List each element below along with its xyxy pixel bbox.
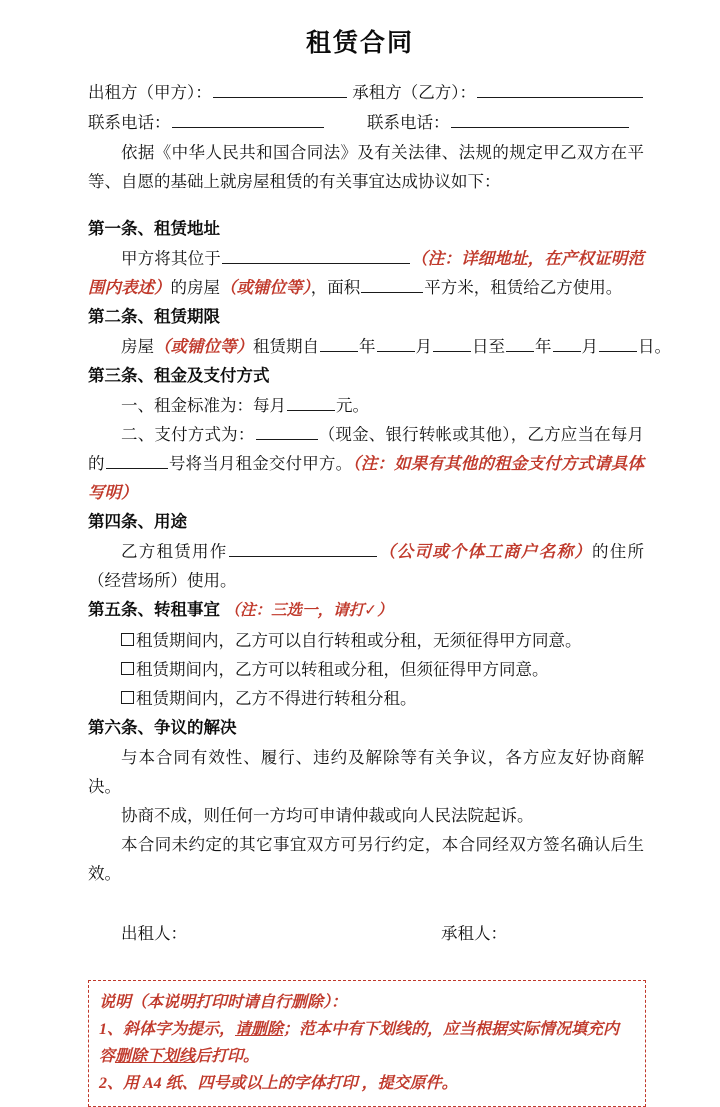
- clause-6-paragraph-2: 协商不成，则任何一方均可申请仲裁或向人民法院起诉。: [121, 806, 534, 825]
- note-item1-part-a: 1、斜体字为提示，: [99, 1021, 236, 1038]
- clause-3-heading: 第三条、租金及支付方式: [88, 367, 270, 385]
- lessor-signature-field[interactable]: [88, 919, 441, 949]
- clause-2-heading: 第二条、租赁期限: [88, 308, 220, 326]
- clause-6-paragraph-3: 本合同未约定的其它事宜双方可另行约定，本合同经双方签名确认后生效。: [88, 835, 644, 883]
- clause-2-end-month-blank[interactable]: [553, 336, 581, 352]
- clause-1-hint-address: （注：详细地址，在产权证明范围内表述）: [88, 249, 645, 297]
- clause-4-text-2: 的住所（经营场所）使用。: [88, 542, 645, 590]
- party-row-phones: [88, 108, 644, 138]
- lessee-phone-label: 联系电话：: [367, 113, 450, 132]
- clause-3-rent-amount-blank[interactable]: [287, 395, 335, 411]
- lessor-phone-blank[interactable]: [172, 112, 324, 128]
- note-item1-part-b: ；范本中有下划线的，应当根据实际情况填充内容: [99, 1021, 620, 1065]
- lessor-phone-field[interactable]: [88, 108, 367, 138]
- clause-4-hint-company: （公司或个体工商户名称）: [377, 542, 592, 561]
- note-item1-underline-2: 删除下划线: [115, 1048, 196, 1065]
- sublease-option-1[interactable]: [88, 626, 644, 655]
- clause-2-text-5: 日至: [472, 337, 505, 356]
- clause-3-item-1: [88, 391, 644, 420]
- sublease-option-2-label: 租赁期间内，乙方可以转租或分租，但须征得甲方同意。: [136, 660, 549, 679]
- lessee-phone-field[interactable]: [367, 108, 644, 138]
- sublease-option-1-label: 租赁期间内，乙方可以自行转租或分租，无须征得甲方同意。: [136, 631, 582, 650]
- clause-3-item2-mid: （现金、银行转帐或其他），乙方应当在每月的: [88, 425, 644, 473]
- clause-3-item-2: [88, 420, 644, 507]
- document-body: [88, 78, 671, 1107]
- clause-3-item2-post: 号将当月租金交付甲方。: [168, 454, 353, 473]
- checkbox-icon[interactable]: [121, 662, 134, 675]
- clause-6-heading: 第六条、争议的解决: [88, 719, 237, 737]
- clause-2-start-year-blank[interactable]: [320, 336, 358, 352]
- clause-1-body: [88, 244, 644, 302]
- clause-2-end-year-blank[interactable]: [506, 336, 534, 352]
- clause-5-hint-choose-one: （注：三选一，请打✓）: [224, 602, 393, 619]
- clause-3-item1-post: 元。: [336, 396, 369, 415]
- sublease-option-3[interactable]: [88, 684, 644, 713]
- clause-4-text-1: 乙方租赁用作: [121, 542, 228, 561]
- note-box-item-2: 2、用 A4 纸、四号或以上的字体打印 ，提交原件。: [99, 1075, 458, 1092]
- sublease-option-3-label: 租赁期间内，乙方不得进行转租分租。: [136, 689, 417, 708]
- clause-1-text-4: 平方米，租赁给乙方使用。: [424, 278, 623, 297]
- clause-2-hint-shop: （或铺位等）: [154, 337, 253, 356]
- clause-3-payment-method-blank[interactable]: [256, 424, 318, 440]
- clause-2-text-1: 房屋: [121, 337, 154, 356]
- clause-2-text-3: 年: [359, 337, 376, 356]
- clause-1-address-blank[interactable]: [222, 248, 410, 264]
- lessee-name-blank[interactable]: [477, 82, 643, 98]
- clause-6-paragraph-1: 与本合同有效性、履行、违约及解除等有关争议，各方应友好协商解决。: [88, 748, 644, 796]
- clause-2-text-8: 日。: [638, 337, 671, 356]
- note-item1-part-c: 后打印。: [195, 1048, 260, 1065]
- party-row-names: [88, 78, 644, 108]
- note-box-title: 说明（本说明打印时请自行删除）：: [99, 994, 348, 1011]
- clause-2-text-4: 月: [415, 337, 432, 356]
- signature-row: [88, 919, 644, 949]
- lessee-signature-label: 承租人：: [441, 924, 507, 943]
- clause-1-text-1: 甲方将其位于: [121, 249, 221, 268]
- clause-1-heading: 第一条、租赁地址: [88, 220, 220, 238]
- sublease-option-2[interactable]: [88, 655, 644, 684]
- lessee-signature-field[interactable]: [441, 919, 644, 949]
- clause-4-heading: 第四条、用途: [88, 513, 187, 531]
- lessor-name-field[interactable]: [88, 78, 352, 108]
- clause-2-end-day-blank[interactable]: [599, 336, 637, 352]
- clause-2-start-month-blank[interactable]: [377, 336, 415, 352]
- checkbox-icon[interactable]: [121, 691, 134, 704]
- lessor-name-blank[interactable]: [213, 82, 347, 98]
- clause-3-hint-payment: （注：如果有其他的租金支付方式请具体写明）: [88, 454, 645, 502]
- clause-3-item1-pre: 一、租金标准为：每月: [121, 396, 286, 415]
- clause-3-payment-day-blank[interactable]: [106, 453, 168, 469]
- lessor-phone-label: 联系电话：: [88, 113, 171, 132]
- note-box-item-1: [99, 1016, 635, 1070]
- clause-2-text-2: 租赁期自: [253, 337, 319, 356]
- clause-1-text-2: 的房屋: [170, 278, 220, 297]
- clause-2-text-7: 月: [581, 337, 598, 356]
- note-item1-underline-1: 请删除: [235, 1021, 284, 1038]
- lessee-name-field[interactable]: [352, 78, 644, 108]
- clause-2-text-6: 年: [535, 337, 552, 356]
- printing-note-box: [88, 980, 646, 1107]
- clause-4-body: [88, 537, 644, 595]
- checkbox-icon[interactable]: [121, 633, 134, 646]
- clause-2-body: [88, 332, 671, 361]
- lessee-phone-blank[interactable]: [451, 112, 629, 128]
- page-title: 租赁合同: [305, 29, 414, 57]
- clause-1-text-3: ，面积: [310, 278, 361, 297]
- lessor-signature-label: 出租人：: [121, 924, 187, 943]
- clause-2-start-day-blank[interactable]: [433, 336, 471, 352]
- clause-3-item2-pre: 二、支付方式为：: [121, 425, 255, 444]
- clause-1-area-blank[interactable]: [361, 277, 423, 293]
- clause-5-heading-text: 第五条、转租事宜: [88, 601, 220, 619]
- lessor-name-label: 出租方（甲方）：: [88, 83, 212, 102]
- preamble-paragraph: 依据《中华人民共和国合同法》及有关法律、法规的规定甲乙双方在平等、自愿的基础上就房屋租赁的有关事宜达成协议如下：: [88, 143, 644, 191]
- clause-4-company-name-blank[interactable]: [229, 541, 377, 557]
- lessee-name-label: 承租方（乙方）：: [352, 83, 476, 102]
- clause-1-hint-shop: （或铺位等）: [220, 278, 311, 297]
- clause-5-heading: [88, 595, 644, 626]
